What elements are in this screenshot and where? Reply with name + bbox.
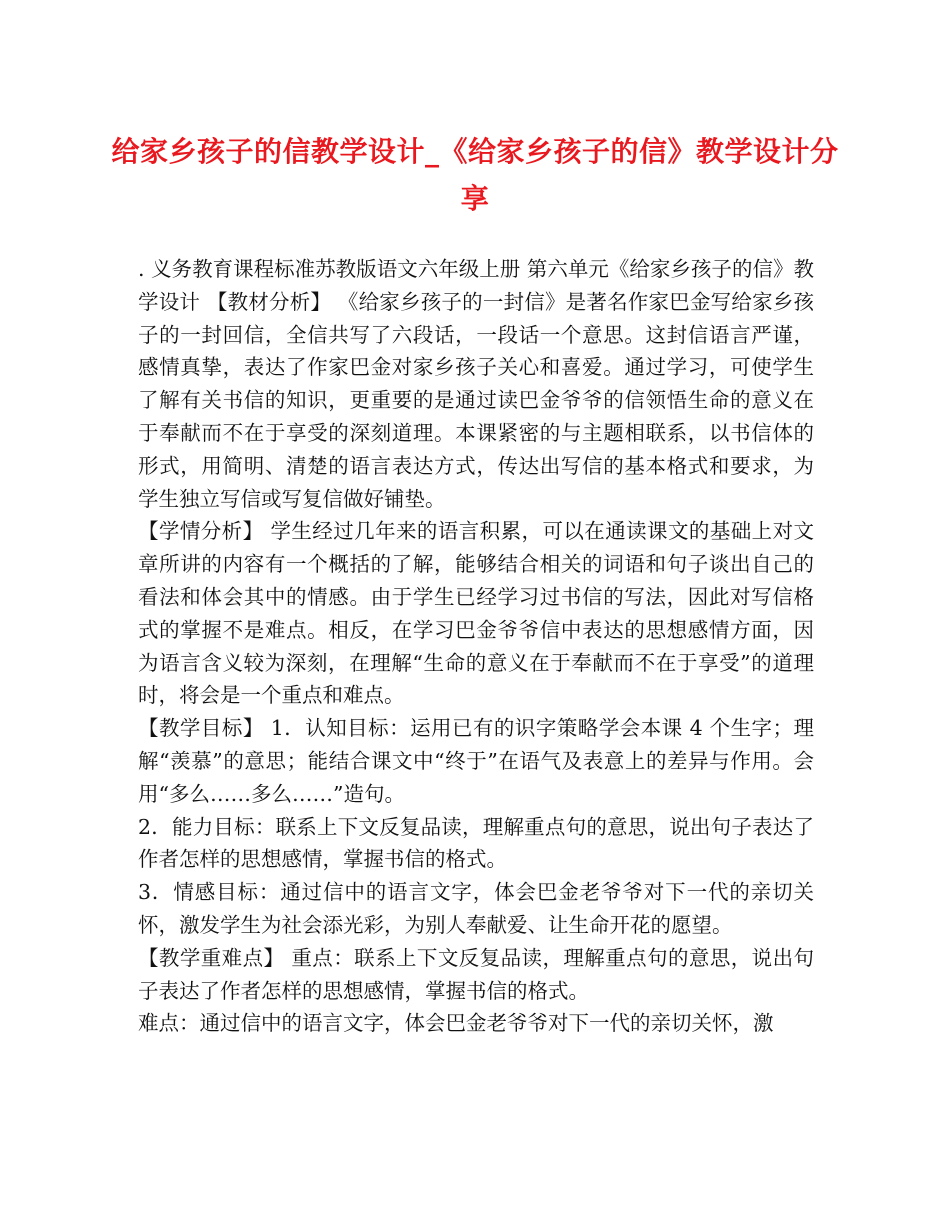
paragraph-teaching-goals-cognitive: 【教学目标】 1．认知目标：运用已有的识字策略学会本课 4 个生字；理解“羡慕”的意思；能结合课文中“终于”在语气及表意上的差异与作用。会用“多么……多么……”造句。 xyxy=(138,716,814,806)
paragraph-student-analysis: 【学情分析】 学生经过几年来的语言积累，可以在通读课文的基础上对文章所讲的内容有一个概括的了解，能够结合相关的词语和句子谈出自己的看法和体会其中的情感。由于学生已经学习过书信的写法，因此对写信格式的掌握不是难点。相反，在学习巴金爷爷信中表达的思想感情方面，因为语言含义较为深刻，在理解“生命的意义在于奉献而不在于享受”的道理时，将会是一个重点和难点。 xyxy=(138,519,814,708)
paragraph-teaching-goals-emotion: 3．情感目标：通过信中的语言文字，体会巴金老爷爷对下一代的亲切关怀，激发学生为社会添光彩，为别人奉献爱、让生命开花的愿望。 xyxy=(138,880,814,937)
paragraph-textbook-analysis: . 义务教育课程标准苏教版语文六年级上册 第六单元《给家乡孩子的信》教学设计 【教材分析】 《给家乡孩子的一封信》是著名作家巴金写给家乡孩子的一封回信，全信共写了六段话，一段话一个意思。这封信语言严谨，感情真挚，表达了作家巴金对家乡孩子关心和喜爱。通过学习，可使学生了解有关书信的知识，更重要的是通过读巴金爷爷的信领悟生命的意义在于奉献而不在于享受的深刻道理。本课紧密的与主题相联系，以书信体的形式，用简明、清楚的语言表达方式，传达出写信的基本格式和要求，为学生独立写信或写复信做好铺垫。 xyxy=(138,257,814,511)
paragraph-teaching-goals-ability: 2．能力目标：联系上下文反复品读，理解重点句的意思，说出句子表达了作者怎样的思想感情，掌握书信的格式。 xyxy=(138,814,814,872)
document-title: 给家乡孩子的信教学设计_《给家乡孩子的信》教学设计分享 xyxy=(111,135,839,215)
paragraph-difficulties: 难点：通过信中的语言文字，体会巴金老爷爷对下一代的亲切关怀，激 xyxy=(138,1011,774,1036)
paragraph-key-points: 【教学重难点】 重点：联系上下文反复品读，理解重点句的意思，说出句子表达了作者怎样的思想感情，掌握书信的格式。 xyxy=(138,945,814,1003)
document-body xyxy=(138,253,814,1040)
